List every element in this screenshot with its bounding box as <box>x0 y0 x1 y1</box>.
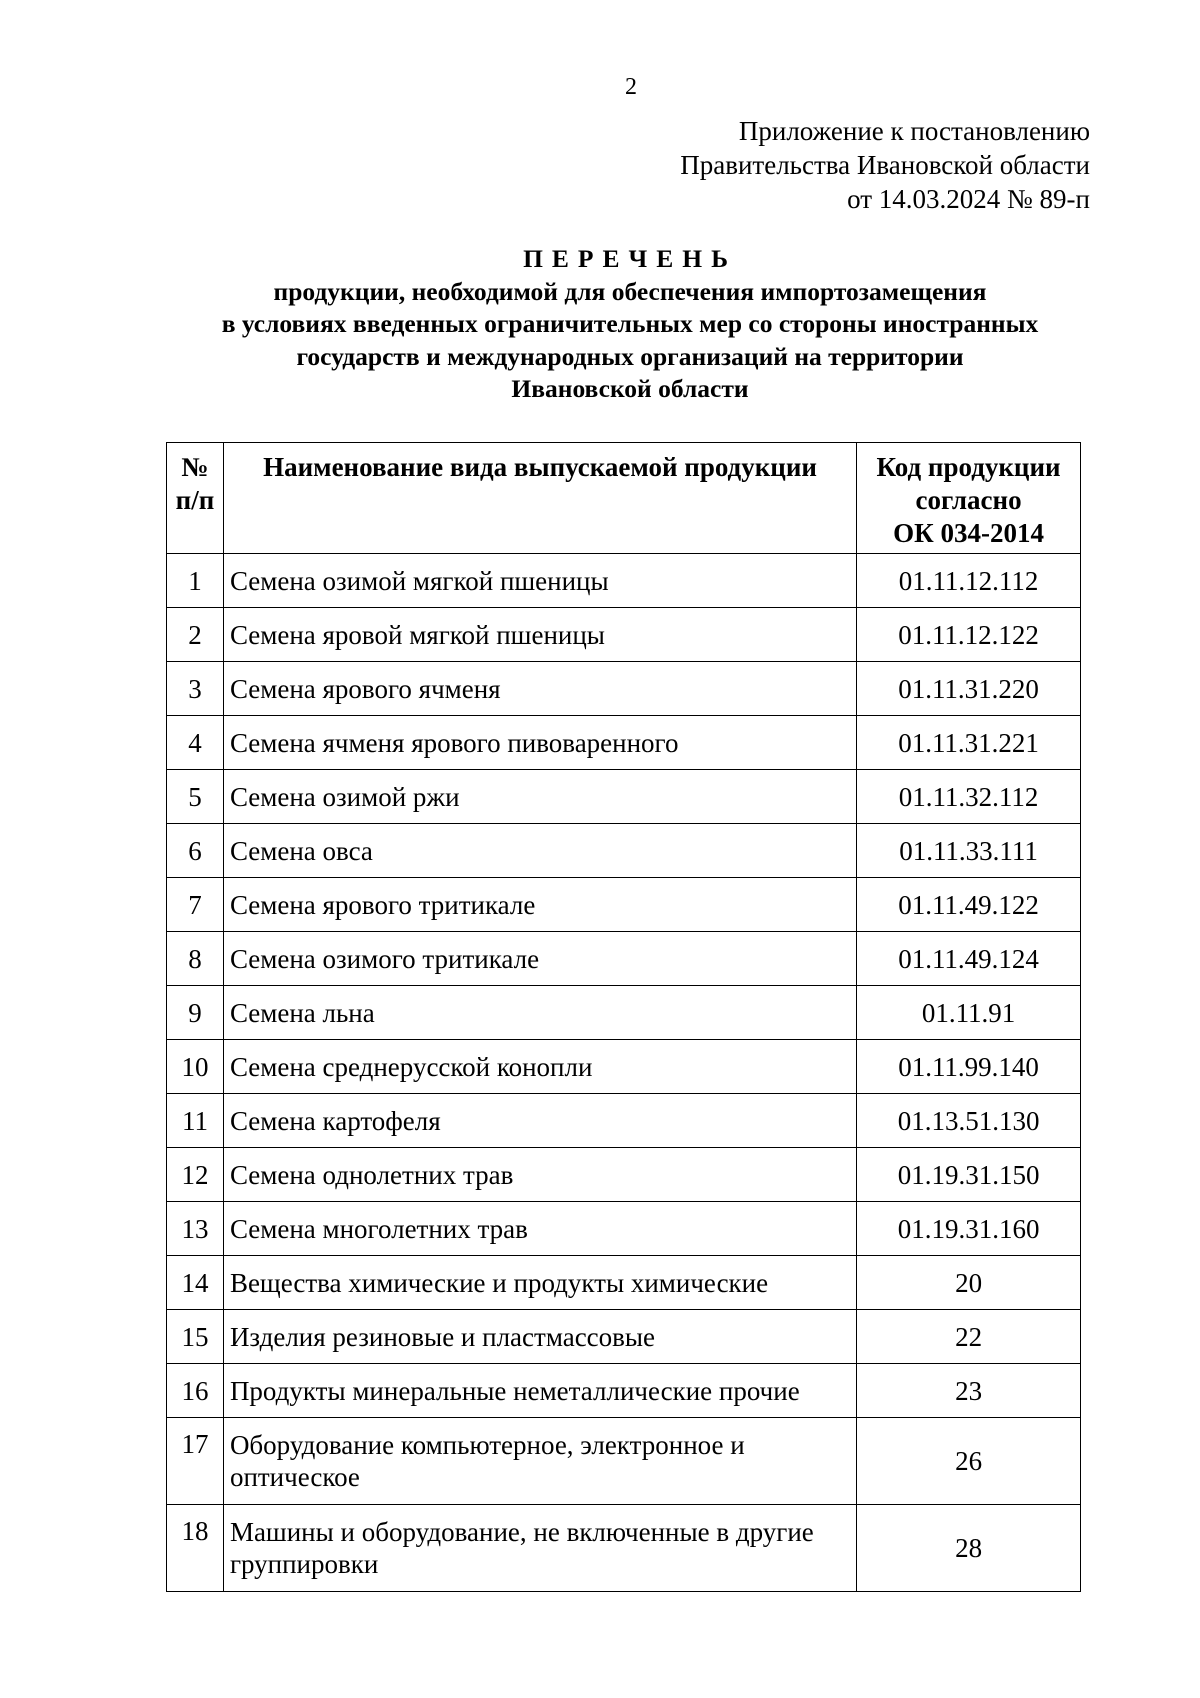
row-product-name: Семена озимой ржи <box>223 770 856 824</box>
row-product-code: 22 <box>857 1310 1081 1364</box>
row-number: 5 <box>167 770 224 824</box>
row-product-code: 01.11.99.140 <box>857 1040 1081 1094</box>
row-product-code: 01.11.12.112 <box>857 554 1081 608</box>
row-product-code: 01.11.32.112 <box>857 770 1081 824</box>
table-row <box>167 770 1081 824</box>
row-product-name: Оборудование компьютерное, электронное и оптическое <box>223 1418 856 1505</box>
row-product-name: Продукты минеральные неметаллические прочие <box>223 1364 856 1418</box>
table-row <box>167 932 1081 986</box>
row-product-code: 01.13.51.130 <box>857 1094 1081 1148</box>
page-number: 2 <box>625 74 637 100</box>
row-product-code: 20 <box>857 1256 1081 1310</box>
appendix-line: Приложение к постановлению <box>738 116 1090 146</box>
table-row <box>167 1505 1081 1592</box>
row-number: 9 <box>167 986 224 1040</box>
products-table <box>166 442 1081 1592</box>
table-row <box>167 986 1081 1040</box>
appendix-line: Правительства Ивановской области <box>680 150 1090 180</box>
table-row <box>167 1148 1081 1202</box>
row-product-code: 01.11.12.122 <box>857 608 1081 662</box>
row-number: 18 <box>167 1505 224 1592</box>
title-heading: ПЕРЕЧЕНЬ <box>523 244 737 273</box>
header-product-code <box>857 443 1081 554</box>
row-product-code: 01.11.49.122 <box>857 878 1081 932</box>
row-product-code: 01.11.31.220 <box>857 662 1081 716</box>
row-number: 17 <box>167 1418 224 1505</box>
row-number: 13 <box>167 1202 224 1256</box>
row-product-name: Семена льна <box>223 986 856 1040</box>
document-title <box>160 243 1100 406</box>
row-product-name: Семена среднерусской конопли <box>223 1040 856 1094</box>
table-row <box>167 1418 1081 1505</box>
row-number: 11 <box>167 1094 224 1148</box>
row-product-name: Вещества химические и продукты химические <box>223 1256 856 1310</box>
table-row <box>167 1094 1081 1148</box>
header-number <box>167 443 224 554</box>
row-product-name: Семена ячменя ярового пивоваренного <box>223 716 856 770</box>
row-product-code: 01.11.31.221 <box>857 716 1081 770</box>
row-product-name: Семена ярового ячменя <box>223 662 856 716</box>
table-body <box>167 554 1081 1592</box>
row-product-code: 26 <box>857 1418 1081 1505</box>
table-row <box>167 1256 1081 1310</box>
row-product-name: Семена озимой мягкой пшеницы <box>223 554 856 608</box>
header-number-line: п/п <box>175 485 215 515</box>
appendix-header <box>680 114 1090 216</box>
title-line: в условиях введенных ограничительных мер со стороны иностранных <box>221 309 1039 338</box>
row-number: 1 <box>167 554 224 608</box>
row-product-code: 28 <box>857 1505 1081 1592</box>
row-number: 6 <box>167 824 224 878</box>
row-product-name: Семена картофеля <box>223 1094 856 1148</box>
table-row <box>167 1310 1081 1364</box>
title-line: государств и международных организаций на территории <box>296 341 964 371</box>
row-number: 3 <box>167 662 224 716</box>
title-line: продукции, необходимой для обеспечения импортозамещения <box>273 276 987 306</box>
row-number: 15 <box>167 1310 224 1364</box>
row-number: 7 <box>167 878 224 932</box>
row-number: 14 <box>167 1256 224 1310</box>
row-number: 12 <box>167 1148 224 1202</box>
row-number: 10 <box>167 1040 224 1094</box>
row-product-code: 01.11.91 <box>857 986 1081 1040</box>
table-row <box>167 608 1081 662</box>
row-product-code: 23 <box>857 1364 1081 1418</box>
header-code-line: согласно <box>915 485 1022 515</box>
row-product-name: Семена яровой мягкой пшеницы <box>223 608 856 662</box>
row-product-code: 01.19.31.150 <box>857 1148 1081 1202</box>
row-product-code: 01.19.31.160 <box>857 1202 1081 1256</box>
row-number: 8 <box>167 932 224 986</box>
header-code-line: ОК 034-2014 <box>893 518 1044 548</box>
header-product-name <box>223 443 856 554</box>
table-row <box>167 662 1081 716</box>
row-product-name: Семена многолетних трав <box>223 1202 856 1256</box>
table-row <box>167 878 1081 932</box>
table-row <box>167 1364 1081 1418</box>
row-product-code: 01.11.33.111 <box>857 824 1081 878</box>
row-product-name: Машины и оборудование, не включенные в другие группировки <box>223 1505 856 1592</box>
header-number-line: № <box>181 452 209 482</box>
table-row <box>167 1202 1081 1256</box>
row-product-name: Семена овса <box>223 824 856 878</box>
row-product-name: Семена озимого тритикале <box>223 932 856 986</box>
appendix-line: от 14.03.2024 № 89-п <box>847 184 1090 214</box>
title-line: Ивановской области <box>511 374 749 403</box>
table-row <box>167 824 1081 878</box>
header-product-name-text: Наименование вида выпускаемой продукции <box>263 452 817 482</box>
table-row <box>167 554 1081 608</box>
row-product-name: Изделия резиновые и пластмассовые <box>223 1310 856 1364</box>
table-row <box>167 1040 1081 1094</box>
row-product-name: Семена однолетних трав <box>223 1148 856 1202</box>
table-header-row <box>167 443 1081 554</box>
row-product-code: 01.11.49.124 <box>857 932 1081 986</box>
row-number: 4 <box>167 716 224 770</box>
row-product-name: Семена ярового тритикале <box>223 878 856 932</box>
table-row <box>167 716 1081 770</box>
row-number: 2 <box>167 608 224 662</box>
row-number: 16 <box>167 1364 224 1418</box>
header-code-line: Код продукции <box>876 452 1061 482</box>
